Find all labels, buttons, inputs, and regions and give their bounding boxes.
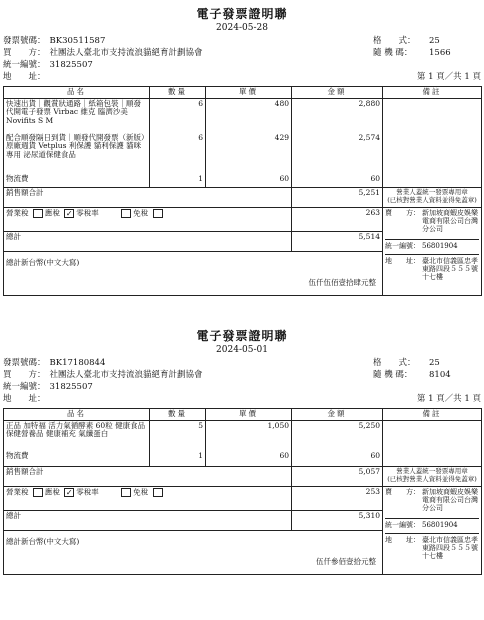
subtotal-row [4,466,482,486]
tax-value: 263 [292,207,383,231]
buyer-value: 社團法人臺北市支持流浪貓絕育計劃協會 [49,370,203,381]
col-item-header: 品名 [4,409,150,421]
item-amount-cell [292,98,383,187]
subtotal-value: 5,251 [292,187,383,207]
seller-address: 臺北市信義區忠孝東路四段５５５號十七樓 [422,256,478,282]
item-note-cell [383,420,482,466]
total-value: 5,310 [292,510,383,530]
col-note-header: 備註 [383,87,482,99]
invoice-2 [3,330,481,575]
col-price-header: 單價 [206,409,292,421]
seller-stamp-note [383,466,482,486]
seller-stamp-note-line-2: (已核對營業人資料並得免蓋章) [387,195,477,204]
item-qty: 6 [198,98,203,108]
buyer-label: 買 方： [3,370,46,381]
item-price: 429 [274,132,289,142]
invoice-no-label: 發票號碼： [3,358,46,369]
item-price: 60 [279,173,289,183]
item-name: 正品 加特福 活力氣循酵素 60粒 健康食品 保健營養品 健康補充 氣纖蛋白 [6,420,146,439]
item-price: 480 [274,98,289,108]
seller-info-cell [383,207,482,295]
table-header-row [4,409,482,421]
taxable-checkbox [33,209,43,218]
tax-id-value: 31825507 [49,60,93,71]
item-price: 60 [279,450,289,460]
header-row-address [3,394,481,406]
col-price-header: 單價 [206,87,292,99]
taxable-checkmark-icon: ✓ [65,208,73,218]
invoice-1 [3,8,481,296]
buyer-label: 買 方： [3,48,46,59]
item-name: 快速出貨｜觀賞狀通路｜紙箱包裝｜順發代開電子發票 Virbac 維克 臨濟沙美 Novifits S M [6,98,141,126]
seller-stamp-note-line-1: 營業人蓋統一發票專用章 [396,187,468,196]
address-label: 地 址： [3,394,46,405]
items-row [4,98,482,187]
seller-name: 新加坡商蝦皮娛樂電商有限公司台灣分公司 [422,487,478,512]
item-note-cell [383,98,482,187]
item-qty: 6 [198,132,203,142]
taxable-checkmark-icon: ✓ [65,487,73,497]
item-name: 配合順發隔日到貨｜順發代開發票（新版）原廠週貨 Vetplus 利保護 貓利保護 貓咪專用 泌尿道保健食品 [6,132,145,160]
buyer-value: 社團法人臺北市支持流浪貓絕育計劃協會 [49,48,203,59]
item-name: 物流費 [6,450,29,460]
format-value: 25 [429,358,440,369]
seller-tax-id-label: 統一編號： [385,241,420,250]
format-value: 25 [429,36,440,47]
seller-tax-id-label: 統一編號： [385,520,420,529]
item-names-cell [4,420,150,466]
tax-type-cell [4,486,292,510]
format-label: 格 式： [373,36,416,47]
header-row-buyer [3,48,481,60]
page-indicator: 第 1 頁／共 1 頁 [416,72,481,83]
total-chinese-value: 伍仟參佰壹拾元整 [316,557,376,567]
header-row-invoice-no [3,36,481,48]
zero-rate-label: 零稅率 [76,208,99,218]
subtotal-label: 銷售額合計 [4,466,292,486]
item-amount: 5,250 [358,420,380,430]
item-qty-cell [150,420,206,466]
item-qty: 1 [198,450,203,460]
item-name: 物流費 [6,173,29,183]
taxable-label: 應稅 [44,487,60,497]
header-row-address [3,72,481,84]
seller-label: 賣 方： [385,208,420,217]
subtotal-label: 銷售額合計 [4,187,292,207]
seller-address: 臺北市信義區忠孝東路四段５５５號十七樓 [422,535,478,561]
exempt-label: 免稅 [133,208,149,218]
tax-id-label: 統一編號： [3,382,46,393]
seller-name: 新加坡商蝦皮娛樂電商有限公司台灣分公司 [422,208,478,233]
subtotal-value: 5,057 [292,466,383,486]
seller-stamp-note [383,187,482,207]
item-amount: 60 [370,450,380,460]
total-chinese-cell [4,530,383,574]
tax-type-cell [4,207,292,231]
item-qty-cell [150,98,206,187]
invoice-no-value: BK30511587 [49,36,106,47]
total-value: 5,514 [292,231,383,251]
exempt-checkbox [153,209,163,218]
col-qty-header: 數量 [150,409,206,421]
item-qty: 5 [198,420,203,430]
random-code-label: 隨 機 碼： [373,370,413,381]
seller-address-label: 地 址： [385,535,420,544]
invoice-date: 2024-05-01 [216,344,268,355]
tax-id-value: 31825507 [49,382,93,393]
tax-value: 253 [292,486,383,510]
total-label: 總計 [4,231,292,251]
zero-rate-checkbox [121,209,131,218]
seller-info-cell [383,486,482,574]
address-label: 地 址： [3,72,46,83]
random-code-value: 8104 [429,370,451,381]
item-amount-cell [292,420,383,466]
invoice-date: 2024-05-28 [216,22,268,33]
col-note-header: 備註 [383,409,482,421]
tax-type-label: 營業稅 [6,208,29,218]
invoice-title: 電子發票證明聯 [196,329,288,343]
seller-tax-id: 56801904 [422,241,458,250]
table-header-row [4,87,482,99]
seller-tax-id: 56801904 [422,520,458,529]
header-row-tax-id [3,382,481,394]
taxable-label: 應稅 [44,208,60,218]
invoice-table [3,408,482,575]
exempt-checkbox [153,488,163,497]
total-label: 總計 [4,510,292,530]
invoice-no-label: 發票號碼： [3,36,46,47]
item-price-cell [206,420,292,466]
item-price: 1,050 [267,420,289,430]
random-code-label: 隨 機 碼： [373,48,413,59]
item-amount: 2,880 [358,98,380,108]
item-qty: 1 [198,173,203,183]
exempt-label: 免稅 [133,487,149,497]
seller-label: 賣 方： [385,487,420,496]
zero-rate-checkbox [121,488,131,497]
random-code-value: 1566 [429,48,451,59]
tax-id-label: 統一編號： [3,60,46,71]
col-amount-header: 金額 [292,87,383,99]
total-chinese-cell [4,251,383,295]
item-names-cell [4,98,150,187]
zero-rate-label: 零稅率 [76,487,99,497]
header-row-invoice-no [3,358,481,370]
invoice-title: 電子發票證明聯 [196,7,288,21]
total-chinese-label: 總計新台幣(中文大寫) [6,536,80,546]
seller-stamp-note-line-2: (已核對營業人資料並得免蓋章) [387,474,477,483]
subtotal-row [4,187,482,207]
item-price-cell [206,98,292,187]
seller-address-label: 地 址： [385,256,420,265]
format-label: 格 式： [373,358,416,369]
col-amount-header: 金額 [292,409,383,421]
tax-row [4,486,482,510]
tax-type-label: 營業稅 [6,487,29,497]
total-chinese-value: 伍仟伍佰壹拾肆元整 [308,278,376,288]
item-amount: 2,574 [358,132,380,142]
tax-row [4,207,482,231]
header-row-tax-id [3,60,481,72]
seller-stamp-note-line-1: 營業人蓋統一發票專用章 [396,466,468,475]
taxable-checkbox [33,488,43,497]
invoice-table [3,86,482,296]
total-chinese-label: 總計新台幣(中文大寫) [6,257,80,267]
col-qty-header: 數量 [150,87,206,99]
col-item-header: 品名 [4,87,150,99]
item-amount: 60 [370,173,380,183]
invoice-no-value: BK17180844 [49,358,106,369]
header-row-buyer [3,370,481,382]
page-indicator: 第 1 頁／共 1 頁 [416,394,481,405]
items-row [4,420,482,466]
